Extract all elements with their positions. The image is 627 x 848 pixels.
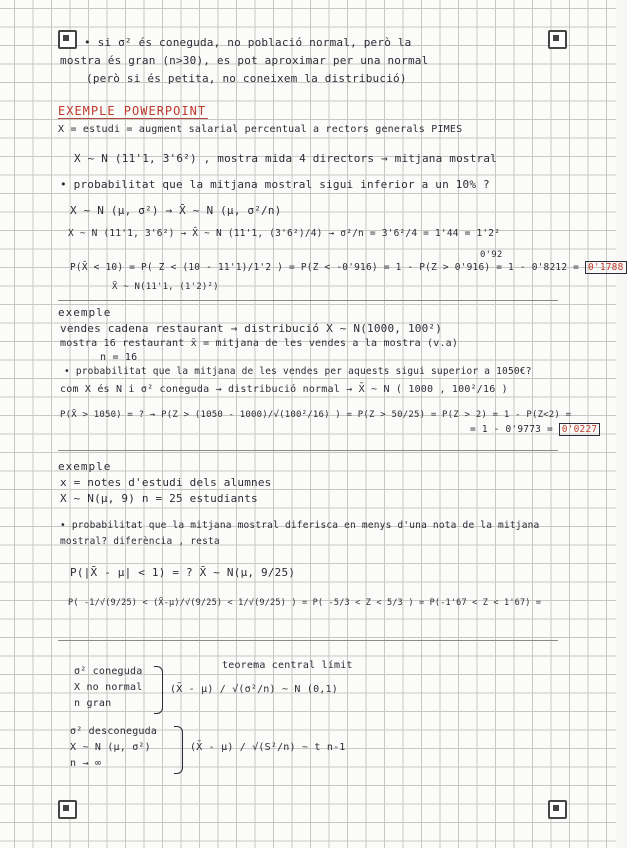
corner-mark-top-left	[58, 30, 77, 49]
corner-mark-bottom-left	[58, 800, 77, 819]
example1-line-3: • probabilitat que la mitjana mostral sigui inferior a un 10% ?	[60, 178, 490, 191]
example3-line-5: P(|X̄ - μ| < 1) = ? X̄ ~ N(μ, 9/25)	[70, 566, 296, 579]
example1-line-2: X ~ N (11'1, 3'6²) , mostra mida 4 directors → mitjana mostral	[74, 152, 497, 165]
theorem-title: teorema central límit	[222, 660, 353, 671]
example1-line-8: 0'92	[480, 250, 503, 260]
theorem-formula-1: (X̄ - μ) / √(σ²/n) ~ N (0,1)	[170, 684, 338, 695]
theorem-case2-line-1: σ² desconeguda	[70, 726, 158, 737]
example1-line-5: X ~ N (11'1, 3'6²) → X̄ ~ N (11'1, (3'6²)/4) → σ²/n = 3'6²/4 = 1'44 = 1'2²	[68, 228, 501, 239]
theorem-case2-brace	[174, 726, 183, 774]
example2-line-2: mostra 16 restaurant x̄ = mitjana de les vendes a la mostra (v.a)	[60, 338, 459, 349]
example1-line-1: X = estudi = augment salarial percentual a rectors generals PIMES	[58, 124, 463, 135]
theorem-case1-line-3: n gran	[74, 698, 112, 709]
section-divider-3	[58, 640, 558, 641]
example3-line-2: X ~ N(μ, 9) n = 25 estudiants	[60, 492, 258, 505]
example2-heading: exemple	[58, 306, 112, 319]
theorem-case1-line-1: σ² coneguda	[74, 666, 143, 677]
example2-line-3: n = 16	[100, 352, 138, 363]
theorem-case2-line-3: n → ∞	[70, 758, 102, 769]
intro-line-2: mostra és gran (n>30), es pot aproximar per una normal	[60, 54, 429, 67]
example3-line-4: mostral? diferència , resta	[60, 536, 220, 547]
corner-mark-top-right	[548, 30, 567, 49]
example1-prob-formula: P(X̄ < 10) = P( Z < (10 - 11'1)/1'2 ) = P(Z < -0'916) = 1 - P(Z > 0'916) = 1 - 0'8212 =	[70, 262, 580, 273]
example1-result: 0'1788	[585, 261, 627, 274]
corner-mark-bottom-right	[548, 800, 567, 819]
example3-heading: exemple	[58, 460, 112, 473]
example2-line-1: vendes cadena restaurant → distribució X ~ N(1000, 100²)	[60, 322, 443, 335]
theorem-formula-2: (X̄ - μ) / √(S²/n) ~ t n-1	[190, 742, 346, 753]
example2-line-4: • probabilitat que la mitjana de les vendes per aquests sigui superior a 1050€?	[64, 366, 532, 377]
example2-result: 0'0227	[559, 423, 601, 436]
intro-line-1: • si σ² és conegudа, no poblaсió normal, però la	[84, 36, 412, 49]
section-divider-1	[58, 300, 558, 301]
example1-line-7: X̄ ~ N(11'1, (1'2)²)	[112, 282, 219, 292]
example3-line-3: • probabilitat que la mitjana mostral diferisca en menys d'una nota de la mitjana	[60, 520, 540, 531]
example1-underline	[58, 118, 208, 119]
example1-line-4: X ~ N (μ, σ²) → X̄ ~ N (μ, σ²/n)	[70, 204, 282, 217]
example1-line-6	[70, 262, 627, 273]
example3-line-6: P( -1/√(9/25) < (X̄-μ)/√(9/25) < 1/√(9/25) ) = P( -5/3 < Z < 5/3 ) = P(-1'67 < Z < 1'67) =	[68, 598, 542, 608]
example2-final-step: = 1 - 0'9773 =	[470, 424, 553, 435]
example3-line-1: x = notes d'estudi dels alumnes	[60, 476, 272, 489]
theorem-case2-line-2: X ~ N (μ, σ²)	[70, 742, 151, 753]
example1-heading: EXEMPLE POWERPOINT	[58, 104, 207, 118]
example2-line-6: P(X̄ > 1050) = ? → P(Z > (1050 - 1000)/√(100²/16) ) = P(Z > 50/25) = P(Z > 2) = 1 - P(Z<2) =	[60, 410, 572, 420]
section-divider-2	[58, 450, 558, 451]
example2-line-5: com X és N i σ² coneguda → distribució normal → X̄ ~ N ( 1000 , 100²/16 )	[60, 384, 508, 395]
theorem-case1-brace	[154, 666, 163, 714]
theorem-case1-line-2: X no normal	[74, 682, 143, 693]
intro-line-3: (però si és petita, no coneixem la distribució)	[86, 72, 407, 85]
example2-line-7	[470, 424, 600, 435]
